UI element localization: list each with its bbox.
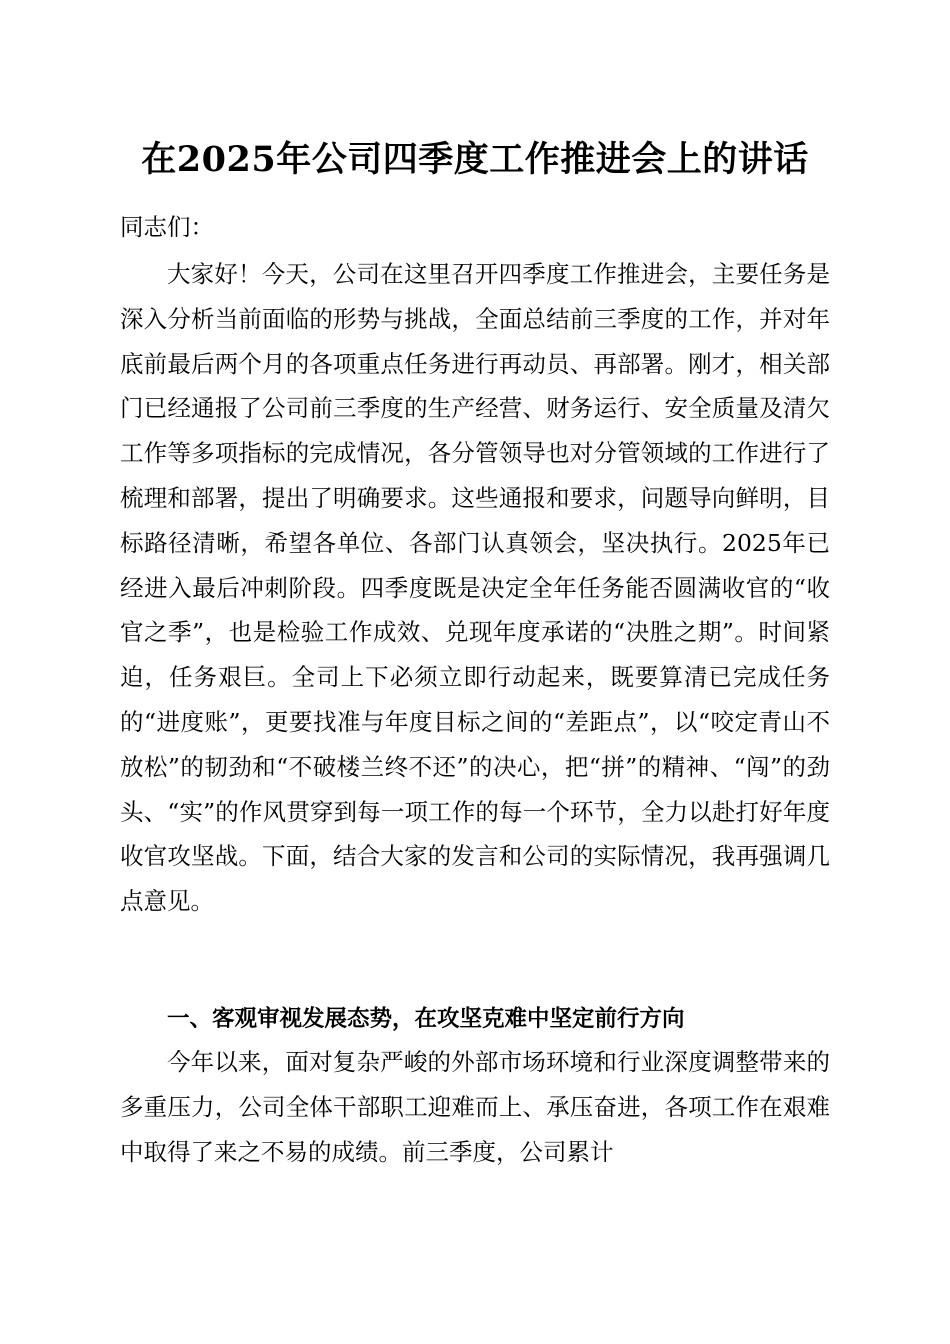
document-title: 在2025年公司四季度工作推进会上的讲话 bbox=[141, 139, 809, 180]
section-heading-1: 一、客观审视发展态势，在攻坚克难中坚定前行方向 bbox=[167, 1006, 685, 1032]
section-1-paragraph: 今年以来，面对复杂严峻的外部市场环境和行业深度调整带来的多重压力，公司全体干部职工迎难而上、承压奋进，各项工作在艰难中取得了来之不易的成绩。前三季度，公司累计 bbox=[120, 1048, 830, 1166]
salutation: 同志们： bbox=[120, 213, 214, 241]
opening-paragraph: 大家好！今天，公司在这里召开四季度工作推进会，主要任务是深入分析当前面临的形势与挑战，全面总结前三季度的工作，并对年底前最后两个月的各项重点任务进行再动员、再部署。刚才，相关部门已经通报了公司前三季度的生产经营、财务运行、安全质量及清欠工作等多项指标的完成情况，各分管领导也对分管领域的工作进行了梳理和部署，提出了明确要求。这些通报和要求，问题导向鲜明，目标路径清晰，希望各单位、各部门认真领会，坚决执行。2025年已经进入最后冲刺阶段。四季度既是决定全年任务能否圆满收官的“收官之季”，也是检验工作成效、兑现年度承诺的“决胜之期”。时间紧迫，任务艰巨。全司上下必须立即行动起来，既要算清已完成任务的“进度账”，更要找准与年度目标之间的“差距点”，以“咬定青山不放松”的韧劲和“不破楼兰终不还”的决心，把“拼”的精神、“闯”的劲头、“实”的作风贯穿到每一项工作的每一个环节，全力以赴打好年度收官攻坚战。下面，结合大家的发言和公司的实际情况，我再强调几点意见。 bbox=[120, 260, 830, 916]
